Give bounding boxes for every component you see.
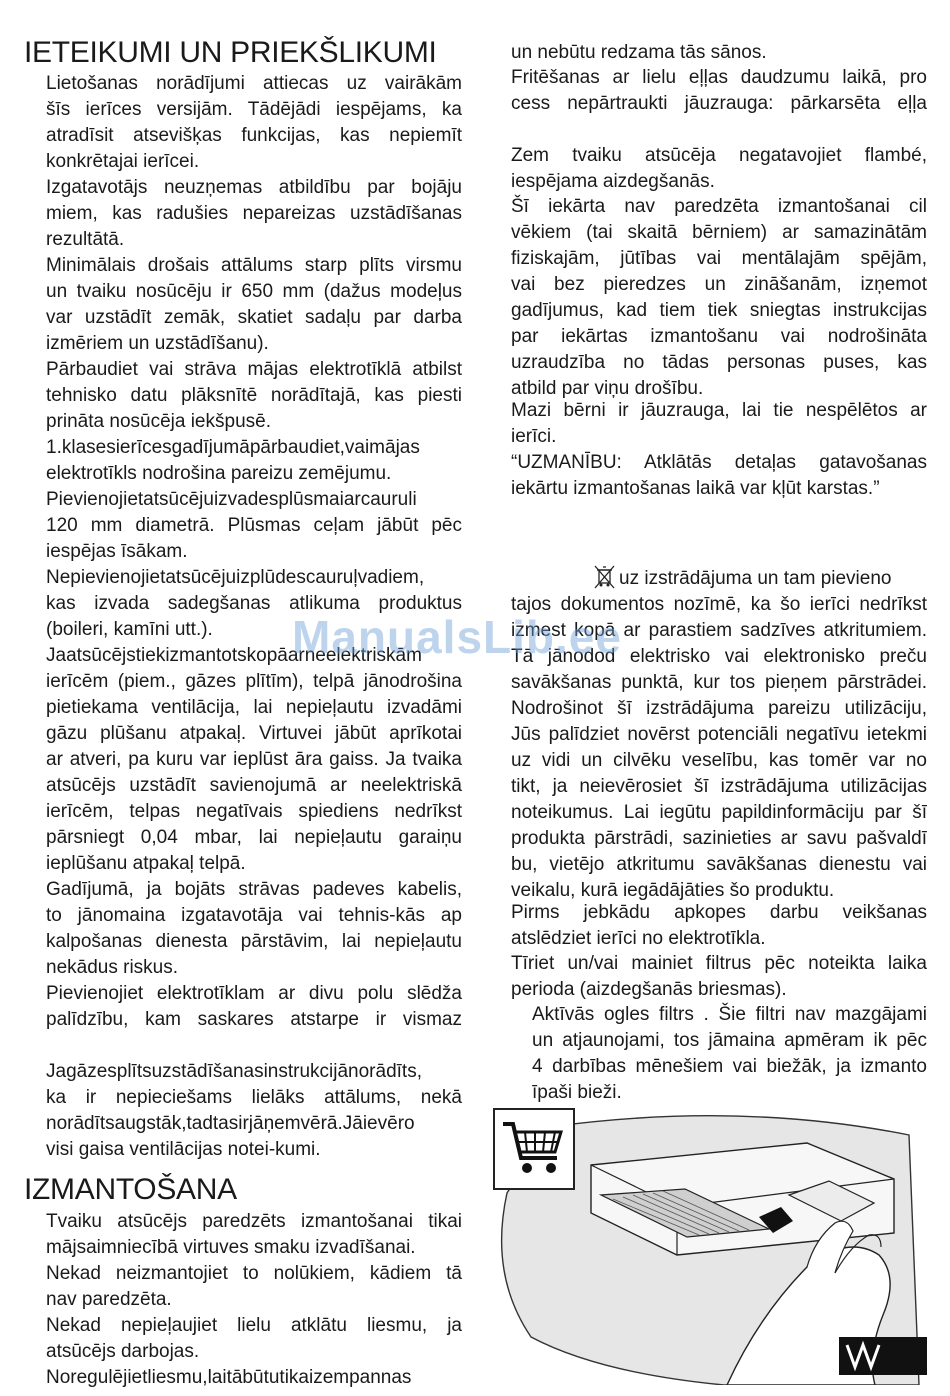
text-line: Tvaiku atsūcējs paredzēts izmantošanai tikai xyxy=(46,1211,462,1232)
text-line: Lietošanas norādījumi attiecas uz vairākām xyxy=(46,73,462,94)
text-line: izmēriem un uzstādīšanu). xyxy=(46,333,269,354)
paragraph-gas-instructions xyxy=(46,1059,462,1163)
text-line: miem, kas radušies nepareizas uzstādīšanas xyxy=(46,203,462,224)
paragraph-versions xyxy=(46,71,462,175)
watermark: ManualsLib.ee xyxy=(292,611,622,663)
paragraph-filters xyxy=(511,951,927,1003)
text-line: nekādus riskus. xyxy=(46,957,179,978)
paragraph-flame-sides xyxy=(511,40,927,66)
paragraph-household-use xyxy=(46,1209,462,1261)
paragraph-distance xyxy=(46,253,462,357)
paragraph-cable xyxy=(46,877,462,981)
text-line: Fritēšanas ar lielu eļļas daudzumu laikā, pro xyxy=(511,67,927,88)
text-line: (boileri, kamīni utt.). xyxy=(46,619,213,640)
text-line: savākšanas punktā, kur tos pieņem pārstrādei. xyxy=(511,672,927,693)
paragraph-purpose xyxy=(46,1261,462,1313)
text-line: un atjaunojami, tos jāmaina apmēram ik pēc xyxy=(532,1030,927,1051)
text-line: 4 darbības mēnešiem vai biežāk, ja izmanto xyxy=(532,1056,927,1077)
text-line: Nekad neizmantojiet to nolūkiem, kādiem tā xyxy=(46,1263,462,1284)
text-line: atradīsit atsevišķas funkcijas, kas nepiemīt xyxy=(46,125,462,146)
text-line: atbild par viņu drošību. xyxy=(511,378,704,399)
text-line: 120 mm diametrā. Plūsmas ceļam jābūt pēc xyxy=(46,515,462,536)
text-line: Minimālais drošais attālums starp plīts virsmu xyxy=(46,255,462,276)
text-line: atslēdziet ierīci no elektrotīkla. xyxy=(511,928,766,949)
text-line: vēkiem (tai skaitā bērniem) ar samazinātām xyxy=(511,222,927,243)
text-line: pietiekama ventilācija, lai nepieļautu izvadāmi xyxy=(46,697,462,718)
text-line: gāzu plūšanu atpakaļ. Virtuvei jābūt aprīkotai xyxy=(46,723,462,744)
text-line: Pārbaudiet vai strāva mājas elektrotīklā atbilst xyxy=(46,359,462,380)
text-line: perioda (aizdegšanās briesmas). xyxy=(511,979,787,1000)
text-line: Gadījumā, ja bojāts strāvas padeves kabelis, xyxy=(46,879,462,900)
text-line: cess nepārtraukti jāuzrauga: pārkarsēta eļļa xyxy=(511,93,927,114)
text-line: konkrētajai ierīcei. xyxy=(46,151,200,172)
text-line: to jānomaina izgatavotāja vai tehnis-kās ap xyxy=(46,905,462,926)
text-line: ar atveri, pa kuru var ieplūst āra gaiss. Ja tvaika xyxy=(46,749,462,770)
text-line: ka ir nepieciešams lielāks attālums, nekā xyxy=(46,1087,462,1108)
text-line: iekārtu izmantošanas laikā var kļūt karstas.” xyxy=(511,478,880,499)
text-line: produkta pārstrādi, sazinieties ar savu pašvaldī xyxy=(511,828,927,849)
text-line: palīdzību, kam saskares atstarpe ir vismaz xyxy=(46,1009,462,1030)
text-line: Mazi bērni ir jāuzrauga, lai tie nespēlētos ar xyxy=(511,400,927,421)
text-line: kalpošanas dienesta pārstāvim, lai nepieļautu xyxy=(46,931,462,952)
section-heading-use: IZMANTOŠANA xyxy=(24,1173,237,1206)
text-line: Šī iekārta nav paredzēta izmantošanai cil xyxy=(511,196,927,217)
text-line: un tvaiku nosūcēju ir 650 mm (dažus modeļus xyxy=(46,281,462,302)
text-line: prināta nosūcēja iekšpusē. xyxy=(46,411,271,432)
text-line: visi gaisa ventilācijas notei-kumi. xyxy=(46,1139,321,1160)
paragraph-switch xyxy=(46,981,462,1033)
text-line: nav paredzēta. xyxy=(46,1289,172,1310)
text-line: īpaši bieži. xyxy=(532,1082,622,1103)
text-line: Aktīvās ogles filtrs . Šie filtri nav mazgājami xyxy=(532,1004,927,1025)
paragraph-ventilation xyxy=(46,643,462,877)
text-line: Nepievienojietatsūcējuizplūdescauruļvadiem, xyxy=(46,567,425,588)
cart-box xyxy=(493,1108,575,1190)
paragraph-children xyxy=(511,398,927,450)
paragraph-frying xyxy=(511,65,927,117)
text-line: “UZMANĪBU: Atklātās detaļas gatavošanas xyxy=(511,452,927,473)
paragraph-voltage xyxy=(46,357,462,435)
text-line: ierīci. xyxy=(511,426,557,447)
text-line: tikt, ja neievērosiet šī izstrādājuma utilizācijas xyxy=(511,776,927,797)
text-line: Noregulējietliesmu,laitābūtutikaizempannas xyxy=(46,1367,412,1388)
paragraph-warning xyxy=(511,450,927,502)
paragraph-liability xyxy=(46,175,462,253)
text-line: rezultātā. xyxy=(46,229,125,250)
paragraph-open-flame xyxy=(46,1313,462,1365)
weee-first-line: uz izstrādājuma un tam pievieno xyxy=(619,568,892,589)
text-line: mājsaimniecībā virtuves smaku izvadīšanai. xyxy=(46,1237,416,1258)
text-line: Nekad nepieļaujiet lielu atklātu liesmu, ja xyxy=(46,1315,462,1336)
text-line: gadījumus, kad tiem tiek sniegtas instrukcijas xyxy=(511,300,927,321)
paragraph-persons xyxy=(511,194,927,402)
paragraph-flame-adjust xyxy=(46,1365,462,1391)
text-line: Tā jānodod elektrisko vai elektronisko preču xyxy=(511,646,927,667)
text-line: fiziskajām, jūtības vai mentālajām spējām, xyxy=(511,248,927,269)
text-line: uzraudzība no tādas personas puses, kas xyxy=(511,352,927,373)
paragraph-carbon-filter xyxy=(532,1002,927,1106)
text-line: tehnisko datu plāksnītē norādītajā, kas piesti xyxy=(46,385,462,406)
text-line: izmest kopā ar parastiem sadzīves atkritumiem. xyxy=(511,620,927,641)
text-line: ierīcēm (piem., gāzes plītīm), telpā jānodrošina xyxy=(46,671,462,692)
text-line: vai bez pieredzes un zināšanām, izņemot xyxy=(511,274,927,295)
text-line: var uzstādīt zemāk, skatiet sadaļu par darba xyxy=(46,307,462,328)
paragraph-flambe xyxy=(511,143,927,195)
text-line: tajos dokumentos nozīmē, ka šo ierīci nedrīkst xyxy=(511,594,927,615)
text-line: ierīcēm, telpas negatīvais spiediens nedrīkst xyxy=(46,801,462,822)
text-line: ieplūšanu atpakaļ telpā. xyxy=(46,853,246,874)
text-line: uz vidi un cilvēku veselību, kas tomēr var no xyxy=(511,750,927,771)
paragraph-grounding xyxy=(46,435,462,487)
text-line: Zem tvaiku atsūcēja negatavojiet flambé, xyxy=(511,145,927,166)
text-line: Jūs palīdziet novērst potenciāli negatīvu ietekmi xyxy=(511,724,927,745)
text-line: iespējas īsākam. xyxy=(46,541,188,562)
text-line: par iekārtas izmantošanu vai nodrošināta xyxy=(511,326,927,347)
shopping-cart-icon xyxy=(495,1110,573,1188)
text-line: 1.klasesierīcesgadījumāpārbaudiet,vaimājas xyxy=(46,437,420,458)
filter-replacement-illustration xyxy=(489,1105,929,1385)
text-line: un nebūtu redzama tās sānos. xyxy=(511,42,767,63)
text-line: Pievienojiet elektrotīklam ar divu polu slēdža xyxy=(46,983,462,1004)
text-line: elektrotīkls nodrošina pareizu zemējumu. xyxy=(46,463,392,484)
text-line: Tīriet un/vai mainiet filtrus pēc noteikta laika xyxy=(511,953,927,974)
paragraph-maintenance xyxy=(511,900,927,952)
text-line: norādītsaugstāk,tadtasirjāņemvērā.Jāievēro xyxy=(46,1113,415,1134)
text-line: bu, vietējo atkritumu savākšanas dienestu vai xyxy=(511,854,927,875)
text-line: šīs ierīces versijām. Tādējādi iespējams, ka xyxy=(46,99,462,120)
text-line: atsūcējs darbojas. xyxy=(46,1341,200,1362)
text-line: Nodrošinot šī izstrādājuma pareizu utilizāciju, xyxy=(511,698,927,719)
text-line: Pirms jebkādu apkopes darbu veikšanas xyxy=(511,902,927,923)
crossed-bin-icon xyxy=(591,564,617,590)
text-line: veikalu, kurā iegādājāties šo produktu. xyxy=(511,880,835,901)
text-line: kas izvada sadegšanas atlikuma produktus xyxy=(46,593,462,614)
text-line: Jaatsūcējstiekizmantotskopāarneelektriskām xyxy=(46,645,422,666)
text-line: Izgatavotājs neuzņemas atbildību par bojāju xyxy=(46,177,462,198)
paragraph-exhaust-pipe xyxy=(46,487,462,565)
text-line: pārsniegt 0,04 mbar, lai nepieļautu garaiņu xyxy=(46,827,462,848)
text-line: Jagāzesplītsuzstādīšanasinstrukcijānorādīts, xyxy=(46,1061,422,1082)
text-line: noteikumus. Lai iegūtu papildinformāciju par šī xyxy=(511,802,927,823)
text-line: iespējama aizdegšanās. xyxy=(511,171,715,192)
text-line: Pievienojietatsūcējuizvadesplūsmaiarcauruli xyxy=(46,489,417,510)
text-line: atsūcējs uzstādīt savienojumā ar neelektriskā xyxy=(46,775,462,796)
section-heading-tips: IETEIKUMI UN PRIEKŠLIKUMI xyxy=(24,36,437,69)
